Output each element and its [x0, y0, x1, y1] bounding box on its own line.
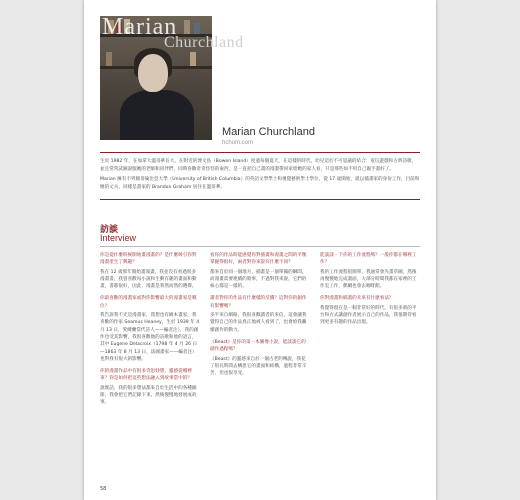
- answer: 我的工作流程很簡單，我通常會先畫草圖，然後再慢慢地完成畫面，大部分時間我都在家裡的工作室工作，偶爾也會去咖啡館。: [320, 269, 417, 290]
- question: 你是從什麼時候開始畫漫畫的？是什麼吸引你對漫畫產生了興趣？: [100, 253, 197, 266]
- question: 看你的作品時能感覺你對插畫和漫畫之間的平衡掌握得很好，兩者對你來說有什麼不同？: [210, 253, 307, 266]
- intro-box: [100, 152, 420, 200]
- text-column-1: [100, 252, 200, 412]
- ghost-first-name: Marian: [102, 14, 178, 40]
- artist-name: Marian Churchland: [222, 126, 315, 138]
- intro-paragraph: 生於 1982 年，在加拿大溫哥華長大，在附近的博文島（Bowen Island）度過每個夏天，在這樣的時代，幼兒這於不可思議的結合：電玩遊戲和古典詩歌，並且常常試圖說服她的老師和同伴們，同時喜歡奇奇怪怪的東西，是一直把自己畫的漫畫帶回家給她的家人看，只是那些如不用自己親手畫好了。: [100, 159, 417, 172]
- book-icon: [184, 20, 190, 34]
- answer: 說實話，我的很多想法都來自於生活中的各種細節，我會把它們記錄下來，然後慢慢地發展成故事。: [100, 385, 197, 406]
- book-icon: [194, 23, 200, 34]
- section-title-en: Interview: [100, 233, 137, 243]
- magazine-page: [84, 0, 436, 500]
- section-divider: [100, 246, 420, 247]
- ghost-last-name: Churchland: [164, 34, 244, 51]
- page-number: 58: [100, 486, 107, 492]
- text-column-3: [320, 252, 420, 332]
- artist-website: hchom.com: [222, 140, 254, 146]
- answer: 《Beast》的靈感來自於一個古老的傳說，我花了很長時間去構思它的畫面和結構，過程非常辛苦，但也很享受。: [210, 356, 307, 377]
- answer: 我在 12 歲那年開始畫漫畫，我並沒有看過很多漫畫書，我曾喜歡每小說和生動有趣的畫面和動畫，書都很好，因此，漫畫是我然而然的選擇。: [100, 269, 197, 290]
- text-column-2: [210, 252, 310, 382]
- question: 你最喜歡的漫畫家或對你影響最大的漫畫家是哪位？: [100, 296, 197, 309]
- question: 你對漫畫和插畫的未來有什麼看法？: [320, 296, 394, 302]
- book-icon: [190, 52, 196, 66]
- question: 讀者對你的作品有什麼樣的反饋？這對你的創作有影響嗎？: [210, 296, 307, 309]
- question: 能談談一下你的工作流程嗎？一般你都在哪裡工作？: [320, 253, 417, 266]
- portrait-body: [120, 90, 194, 140]
- answer: 多半來自網路，我很喜歡讀者的來信，這會讓我覺得自己的作品真正地被人看到了，也會給我繼續創作的動力。: [210, 313, 307, 333]
- portrait-face: [138, 54, 168, 92]
- section-title-zh: 訪談: [100, 225, 119, 235]
- question: 《Beast》是你的第一本圖像小說，能談談它的創作過程嗎？: [210, 339, 306, 353]
- answer: 都來自於同一個地方，插畫是一個單獨的瞬間，而漫畫需要連續的敘事，不過對我來說，它們的核心都是一樣的。: [210, 269, 307, 290]
- answer: 我覺得現在是一個非常好的時代，有很多新的平台和方式讓創作者展示自己的作品，我很期待看到更多有趣的作品出現。: [320, 305, 417, 326]
- answer: 我告訴我不光是漫畫家，我想也有繪本畫家，我喜歡的作家 Seamus Heaney，生於 1939 年 4 月 13 日，愛爾蘭當代詩人——編者注），我的創作也受其影響，我很喜歡他的詩歌和他的語言，其中 Eugene Delacroix（1798 年 4 月 26 日—1863 年 8 月 13 日，法國畫家——編者注）也對我有很大的影響。: [100, 313, 200, 362]
- intro-paragraph: Marian 擁有不列顛哥倫比亞大學（University of British Columbia）的英語文學學士和視覺藝術學士學位，從 17 歲開始，就以插畫家的身份工作，目前和她的丈夫，同樣是畫家的 Brandon Graham 居住在溫哥華。: [100, 177, 420, 190]
- book-icon: [106, 52, 112, 66]
- question: 你的漫畫作品中有很多奇思妙想，靈感從哪裡來？你是如何把這些想法融入到故事當中的？: [100, 369, 192, 382]
